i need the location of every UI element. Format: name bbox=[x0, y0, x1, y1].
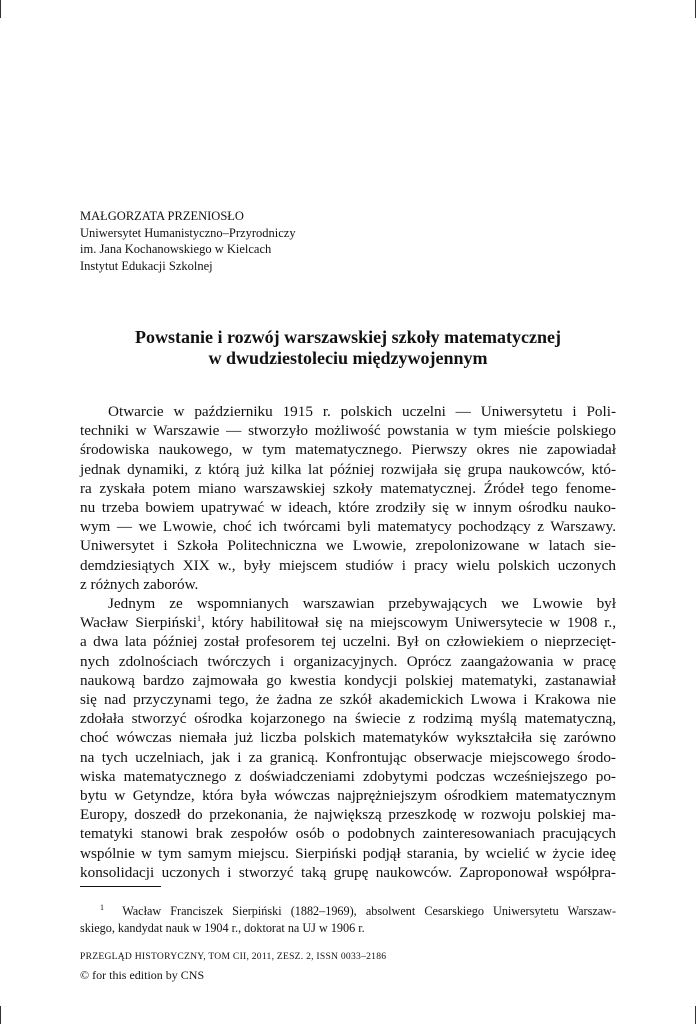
text-line: wspólnie w tym samym miejscu. Sierpiński podjął starania, by wcielić w życie ideę bbox=[80, 844, 616, 862]
text-line: techniki w Warszawie — stworzyło możliwość powstania w tym mieście polskiego bbox=[80, 422, 616, 440]
title-line: Powstanie i rozwój warszawskiej szkoły matematycznej bbox=[134, 327, 562, 347]
text-line: zdołała stworzyć ośrodka kojarzonego na świecie z rodzimą myślą matematyczną, bbox=[80, 710, 616, 728]
crop-mark-top-left bbox=[0, 0, 1, 18]
text-line: konsolidacji uczonych i stworzyć taką grupę naukowców. Zaproponował współpra- bbox=[80, 863, 616, 881]
text-line: z różnych zaborów. bbox=[80, 575, 199, 593]
article-title bbox=[80, 327, 616, 369]
text-line: na tych uczelniach, jak i za granicą. Konfrontując obserwacje miejscowego środo- bbox=[80, 748, 616, 766]
text-line-with-footnote-ref bbox=[80, 613, 616, 632]
text-fragment: , który habilitował się na miejscowym Uniwersytecie w 1908 r., bbox=[200, 614, 617, 632]
text-line: Uniwersytet i Szkoła Politechniczna we Lwowie, zrepolonizowane w latach sie- bbox=[80, 537, 616, 555]
text-fragment: Wacław Sierpiński bbox=[80, 614, 197, 632]
journal-citation: PRZEGLĄD HISTORYCZNY, TOM CII, 2011, ZESZ. 2, ISSN 0033–2186 bbox=[80, 951, 387, 962]
text-line: a dwa lata później został profesorem tej uczelni. Był on człowiekiem o nieprzecięt- bbox=[80, 633, 616, 651]
text-line: środowiska naukowego, w tym matematycznego. Pierwszy okres nie zapowiadał bbox=[80, 441, 616, 459]
title-line: w dwudziestoleciu międzywojennym bbox=[208, 348, 488, 368]
text-line: nu trzeba bowiem upatrywać w ideach, które zrodziły się w innym ośrodku nauko- bbox=[80, 499, 616, 517]
crop-mark-bottom-left bbox=[0, 1006, 1, 1024]
text-line: ra zyskała potem miano warszawskiej szkoły matematycznej. Źródeł tego fenome- bbox=[80, 479, 616, 497]
text-line: wiska matematycznego z doświadczeniami zdobytymi podczas wcześniejszego po- bbox=[80, 767, 616, 785]
author-name: MAŁGORZATA PRZENIOSŁO bbox=[80, 209, 244, 223]
footnote-text: Wacław Franciszek Sierpiński (1882–1969), absolwent Cesarskiego Uniwersytetu Warszaw- bbox=[122, 904, 616, 918]
footnote-reference: 1 bbox=[196, 614, 201, 624]
text-line: naukową bardzo zajmowała go kwestia kondycji polskiej matematyki, zastanawiał bbox=[80, 671, 616, 689]
text-line: Europy, doszedł do przekonania, że największą przeszkodę w rozwoju polskiej ma- bbox=[80, 806, 616, 824]
author-block bbox=[80, 208, 296, 274]
text-line: choć wówczas niemała już liczba polskich matematyków wykształciła się zarówno bbox=[80, 729, 616, 747]
text-line: tematyki stanowi brak zespołów osób o podobnych zainteresowaniach pracujących bbox=[80, 825, 616, 843]
paragraph-2 bbox=[80, 594, 616, 882]
footnote-separator bbox=[80, 886, 161, 887]
footnote-marker: 1 bbox=[100, 902, 104, 912]
copyright-notice: © for this edition by CNS bbox=[80, 968, 205, 982]
text-line: wym — we Lwowie, choć ich twórcami byli matematycy pochodzący z Warszawy. bbox=[80, 518, 616, 536]
text-line: bytu w Getyndze, która była wówczas najprężniejszym ośrodkiem matematycznym bbox=[80, 787, 616, 805]
text-line: nych zdolnościach twórczych i organizacyjnych. Oprócz zaangażowania w pracę bbox=[80, 652, 616, 670]
affiliation-line: Uniwersytet Humanistyczno–Przyrodniczy bbox=[80, 225, 296, 240]
text-line: Jednym ze wspomnianych warszawian przebywających we Lwowie był bbox=[108, 595, 616, 613]
text-line: demdziesiątych XIX w., były miejscem studiów i pracy wielu polskich uczonych bbox=[80, 556, 616, 574]
footnote-line: skiego, kandydat nauk w 1904 r., doktorat na UJ w 1906 r. bbox=[80, 920, 365, 935]
text-line: się nad przyczynami tego, że żadna ze szkół akademickich Lwowa i Krakowa nie bbox=[80, 691, 616, 709]
text-line: Otwarcie w październiku 1915 r. polskich uczelni — Uniwersytetu i Poli- bbox=[108, 403, 616, 420]
text-line: jednak dynamiki, z którą już kilka lat później rozwijała się grupa naukowców, któ- bbox=[80, 460, 616, 478]
article-body bbox=[80, 402, 616, 882]
affiliation-line: im. Jana Kochanowskiego w Kielcach bbox=[80, 242, 272, 256]
footnote bbox=[80, 903, 616, 936]
paragraph-1 bbox=[80, 402, 616, 594]
footnote-line bbox=[80, 903, 616, 920]
affiliation-line: Instytut Edukacji Szkolnej bbox=[80, 258, 213, 273]
